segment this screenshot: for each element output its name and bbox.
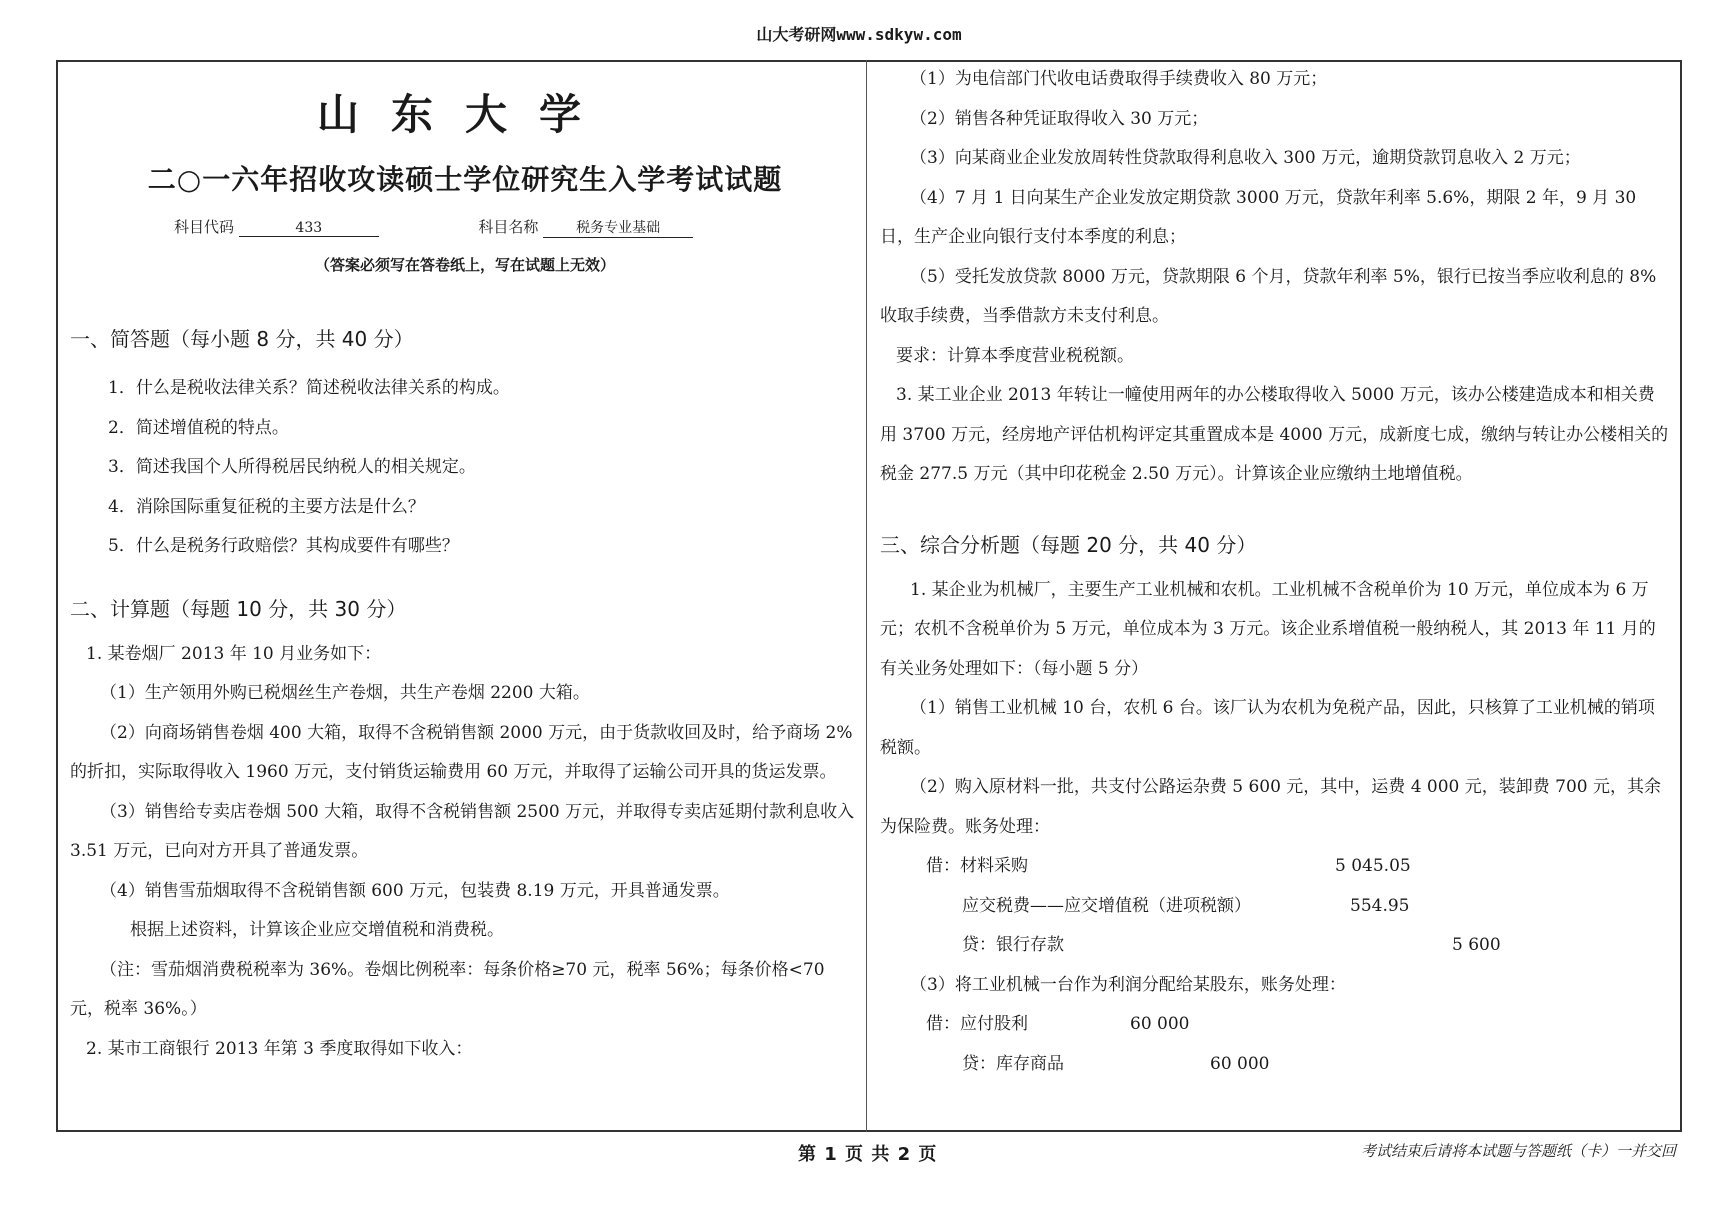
calc-q2-item-4: （4）7 月 1 日向某生产企业发放定期贷款 3000 万元，贷款年利率 5.6%，期限 2 年，9 月 30 日，生产企业向银行支付本季度的利息； [880, 187, 1637, 247]
journal-entry-2-debit-value: 5 045.05 [1335, 856, 1411, 876]
section1-question-2: 2．简述增值税的特点。 [108, 417, 289, 438]
journal-entry-3-debit-label: 借：应付股利 [926, 1014, 1028, 1034]
journal-entry-3-credit-label: 贷：库存商品 [962, 1053, 1064, 1074]
calc-q1-item-1: （1）生产领用外购已税烟丝生产卷烟，共生产卷烟 2200 大箱。 [100, 683, 590, 703]
journal-entry-3-debit-value: 60 000 [1130, 1014, 1190, 1034]
subject-code-label: 科目代码 [174, 218, 235, 236]
calc-q2-requirement: 要求：计算本季度营业税税额。 [896, 345, 1134, 366]
calc-q2-item-1: （1）为电信部门代收电话费取得手续费收入 80 万元； [910, 69, 1328, 89]
journal-entry-2-credit-label: 贷：银行存款 [962, 935, 1064, 955]
journal-entry-2-row-3 [880, 926, 1670, 966]
section2-heading: 二、计算题（每题 10 分，共 30 分） [70, 596, 407, 621]
right-column [880, 60, 1670, 1084]
subject-name-label: 科目名称 [478, 218, 539, 236]
analysis-q1-intro: 1. 某企业为机械厂，主要生产工业机械和农机。工业机械不含税单价为 10 万元，单位成本为 6 万元；农机不含税单价为 5 万元，单位成本为 3 万元。该企业系增值税一般纳税人，其 2013 年 11 月的有关业务处理如下：（每小题 5 分） [880, 579, 1656, 679]
calc-q2-item-5: （5）受托发放贷款 8000 万元，贷款期限 6 个月，贷款年利率 5%，银行已按当季应收利息的 8%收取手续费，当季借款方未支付利息。 [880, 266, 1657, 326]
journal-entry-2-debit-label: 借：材料采购 [926, 856, 1028, 876]
section1-question-3: 3．简述我国个人所得税居民纳税人的相关规定。 [108, 457, 476, 477]
calc-q1-note: （注：雪茄烟消费税税率为 36%。卷烟比例税率：每条价格≥70 元，税率 56%；每条价格<70 元，税率 36%。） [70, 959, 825, 1019]
site-header: 山大考研网www.sdkyw.com [756, 25, 962, 44]
analysis-q1-item-3: （3）将工业机械一台作为利润分配给某股东，账务处理： [910, 974, 1346, 995]
analysis-q1-item-1: （1）销售工业机械 10 台，农机 6 台。该厂认为农机为免税产品，因此，只核算了工业机械的销项税额。 [880, 698, 1655, 758]
calc-q1-intro: 1. 某卷烟厂 2013 年 10 月业务如下： [86, 643, 382, 664]
journal-entry-3-row-1 [880, 1005, 1670, 1045]
journal-entry-2-row-2 [880, 887, 1670, 927]
calc-q1-item-2: （2）向商场销售卷烟 400 大箱，取得不含税销售额 2000 万元，由于货款收回及时，给予商场 2%的折扣，实际取得收入 1960 万元，支付销货运输费用 60 万元，并取得了运输公司开具的货运发票。 [70, 722, 853, 782]
journal-entry-2-credit-value: 5 600 [1452, 935, 1501, 955]
calc-q1-requirement: 根据上述资料，计算该企业应交增值税和消费税。 [130, 920, 504, 940]
calc-q2-item-2: （2）销售各种凭证取得收入 30 万元； [910, 108, 1209, 129]
page-number: 第 1 页 共 2 页 [798, 1144, 938, 1165]
section1-question-5: 5．什么是税务行政赔偿？其构成要件有哪些？ [108, 536, 459, 556]
calc-q2-item-3: （3）向某商业企业发放周转性贷款取得利息收入 300 万元，逾期贷款罚息收入 2 万元； [910, 148, 1581, 168]
subject-line [70, 216, 860, 240]
journal-entry-2-tax-label: 应交税费——应交增值税（进项税额） [962, 895, 1251, 916]
section1-question-1: 1．什么是税收法律关系？简述税收法律关系的构成。 [108, 378, 510, 398]
university-name: 山东大学 [316, 90, 613, 139]
exam-title: 二○一六年招收攻读硕士学位研究生入学考试试题 [147, 163, 783, 196]
left-column [70, 60, 860, 1069]
section1-heading: 一、简答题（每小题 8 分，共 40 分） [70, 327, 414, 351]
calc-q1-item-3: （3）销售给专卖店卷烟 500 大箱，取得不含税销售额 2500 万元，并取得专卖店延期付款利息收入 3.51 万元，已向对方开具了普通发票。 [70, 801, 855, 861]
calc-q2-intro: 2. 某市工商银行 2013 年第 3 季度取得如下收入： [86, 1038, 473, 1059]
journal-entry-3-row-2 [880, 1045, 1670, 1085]
section3-heading: 三、综合分析题（每题 20 分，共 40 分） [880, 532, 1257, 557]
subject-name-value: 税务专业基础 [543, 217, 693, 238]
journal-entry-3-credit-value: 60 000 [1210, 1053, 1270, 1074]
journal-entry-2-row-1 [880, 847, 1670, 887]
journal-entry-2-tax-value: 554.95 [1350, 895, 1410, 916]
subject-code-value: 433 [239, 220, 379, 237]
section1-question-4: 4．消除国际重复征税的主要方法是什么？ [108, 496, 425, 517]
column-divider [866, 60, 867, 1132]
footer-note: 考试结束后请将本试题与答题纸（卡）一并交回 [1360, 1142, 1676, 1160]
analysis-q1-item-2: （2）购入原材料一批，共支付公路运杂费 5 600 元，其中，运费 4 000 元，装卸费 700 元，其余为保险费。账务处理： [880, 777, 1662, 837]
exam-notice: （答案必须写在答卷纸上，写在试题上无效） [314, 256, 615, 274]
calc-q3: 3. 某工业企业 2013 年转让一幢使用两年的办公楼取得收入 5000 万元，该办公楼建造成本和相关费用 3700 万元，经房地产评估机构评定其重置成本是 4000 万元，成新度七成，缴纳与转让办公楼相关的税金 277.5 万元（其中印花税金 2.50 万元）。计算该企业应缴纳土地增值税。 [880, 385, 1669, 484]
calc-q1-item-4: （4）销售雪茄烟取得不含税销售额 600 万元，包装费 8.19 万元，开具普通发票。 [100, 880, 730, 901]
